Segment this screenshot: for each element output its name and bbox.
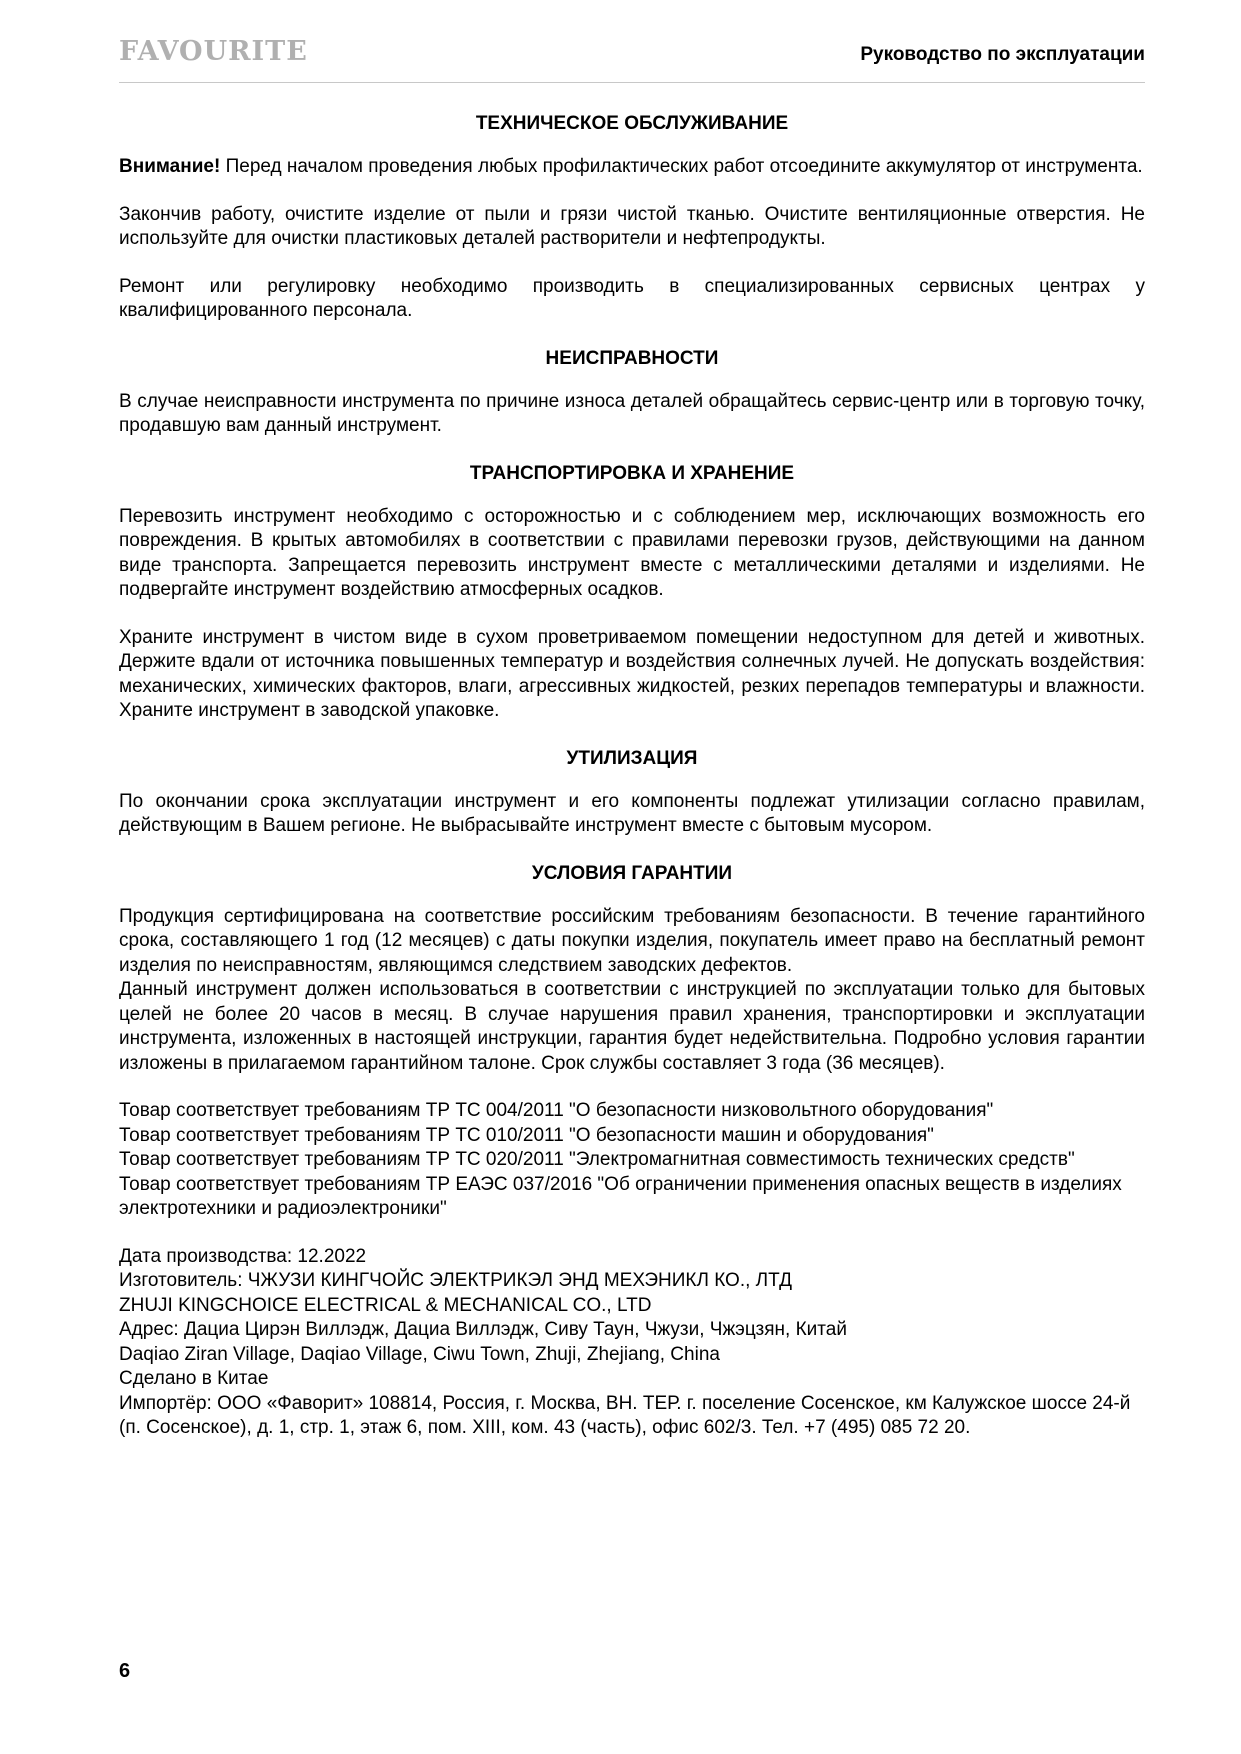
warning-text: Перед началом проведения любых профилактических работ отсоедините аккумулятор от инструмента. [220,156,1143,177]
compliance-list [119,1099,1145,1222]
compliance-line: Товар соответствует требованиям ТР ТС 004/2011 "О безопасности низковольтного оборудования" [119,1100,994,1121]
production-date: Дата производства: 12.2022 [119,1245,367,1267]
manufacturer-address-en: Daqiao Ziran Village, Daqiao Village, Ciwu Town, Zhuji, Zhejiang, China [119,1343,720,1365]
brand-logo: FAVOURITE [119,36,308,67]
manufacturer-name-ru: Изготовитель: ЧЖУЗИ КИНГЧОЙС ЭЛЕКТРИКЭЛ ЭНД МЕХЭНИКЛ КО., ЛТД [119,1270,792,1291]
section-heading-faults: НЕИСПРАВНОСТИ [545,347,719,369]
manufacturer-address-ru: Адрес: Дациа Цирэн Виллэдж, Дациа Виллэдж, Сиву Таун, Чжузи, Чжэцзян, Китай [119,1319,847,1340]
maintenance-paragraph-1: Закончив работу, очистите изделие от пыли и грязи чистой тканью. Очистите вентиляционные отверстия. Не используйте для очистки пластиковых деталей растворители и нефтепродукты. [119,203,1145,249]
document-title: Руководство по эксплуатации [860,44,1145,65]
section-heading-maintenance: ТЕХНИЧЕСКОЕ ОБСЛУЖИВАНИЕ [475,113,789,134]
manufacturer-info [119,1245,1145,1441]
manufacturer-name-en: ZHUJI KINGCHOICE ELECTRICAL & MECHANICAL CO., LTD [119,1294,652,1316]
section-heading-warranty: УСЛОВИЯ ГАРАНТИИ [531,862,733,884]
warranty-paragraph-1: Продукция сертифицирована на соответствие российским требованиям безопасности. В течение гарантийного срока, составляющего 1 год (12 месяцев) с даты покупки изделия, покупатель имеет право на бесплатный ремонт изделия по неисправностям, являющимся следствием заводских дефектов. [119,905,1145,976]
transport-paragraph-1: Перевозить инструмент необходимо с осторожностью и с соблюдением мер, исключающих возможность его повреждения. В крытых автомобилях в соответствии с правилами перевозки грузов, действующими на данном виде транспорта. Запрещается перевозить инструмент вместе с металлическими деталями и изделиями. Не подвергайте инструмент воздействию атмосферных осадков. [119,505,1145,600]
faults-paragraph-1: В случае неисправности инструмента по причине износа деталей обращайтесь сервис-центр или в торговую точку, продавшую вам данный инструмент. [119,390,1145,436]
importer-info: Импортёр: ООО «Фаворит» 108814, Россия, г. Москва, ВН. ТЕР. г. поселение Сосенское, км Калужское шоссе 24-й (п. Сосенское), д. 1, стр. 1, этаж 6, пом. XIII, ком. 43 (часть), офис 602/3. Тел. +7 (495) 085 72 20. [119,1392,1131,1438]
transport-paragraph-2: Храните инструмент в чистом виде в сухом проветриваемом помещении недоступном для детей и животных. Держите вдали от источника повышенных температур и воздействия солнечных лучей. Не допускать воздействия: механических, химических факторов, влаги, агрессивных жидкостей, резких перепадов температуры и влажности. Храните инструмент в заводской упаковке. [119,626,1145,721]
compliance-line: Товар соответствует требованиям ТР ТС 010/2011 "О безопасности машин и оборудования" [119,1124,934,1146]
page-number: 6 [119,1660,131,1682]
page-header [119,36,1145,83]
disposal-paragraph-1: По окончании срока эксплуатации инструмент и его компоненты подлежат утилизации согласно правилам, действующим в Вашем регионе. Не выбрасывайте инструмент вместе с бытовым мусором. [119,790,1145,836]
compliance-line: Товар соответствует требованиям ТР ЕАЭС 037/2016 "Об ограничении применения опасных веществ в изделиях электротехники и радиоэлектроники" [119,1173,1122,1219]
made-in: Сделано в Китае [119,1368,269,1389]
maintenance-warning [119,155,1145,180]
section-heading-disposal: УТИЛИЗАЦИЯ [566,747,698,769]
compliance-line: Товар соответствует требованиям ТР ТС 020/2011 "Электромагнитная совместимость технических средств" [119,1149,1075,1170]
section-heading-transport: ТРАНСПОРТИРОВКА И ХРАНЕНИЕ [469,462,795,484]
warranty-paragraph-2: Данный инструмент должен использоваться в соответствии с инструкцией по эксплуатации только для бытовых целей не более 20 часов в месяц. В случае нарушения правил хранения, транспортировки и эксплуатации инструмента, изложенных в настоящей инструкции, гарантия будет недействительна. Подробно условия гарантии изложены в прилагаемом гарантийном талоне. Срок службы составляет 3 года (36 месяцев). [119,979,1145,1074]
warning-label: Внимание! [119,156,221,177]
page-body [119,112,1145,1441]
maintenance-paragraph-2: Ремонт или регулировку необходимо производить в специализированных сервисных центрах у квалифицированного персонала. [119,275,1145,321]
